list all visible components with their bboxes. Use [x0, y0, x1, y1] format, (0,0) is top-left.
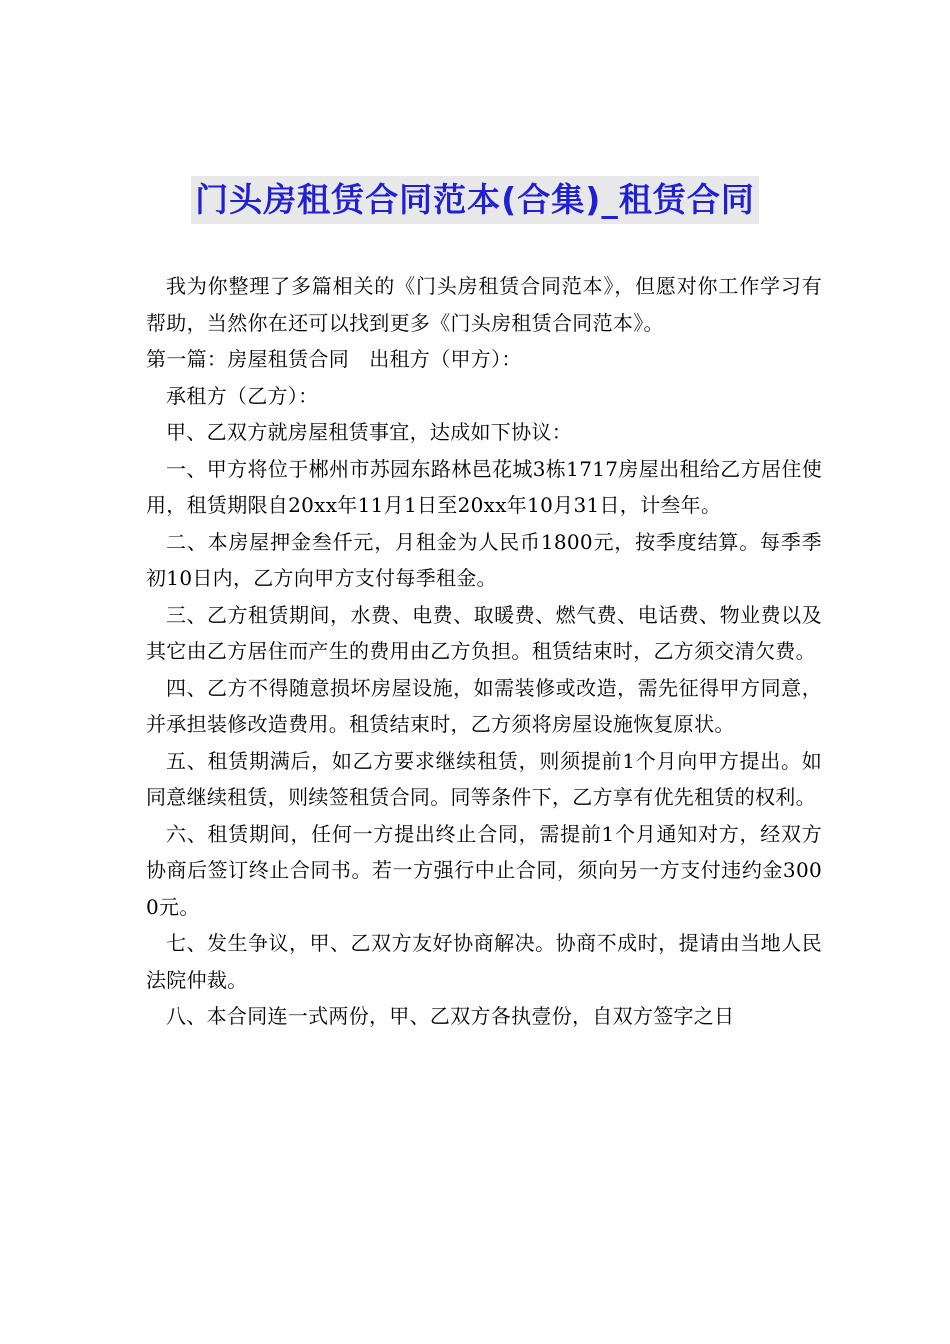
paragraph-lessee: 承租方（乙方）： [166, 383, 319, 408]
paragraph-section-heading: 第一篇：房屋租赁合同 出租方（甲方）： [146, 347, 522, 371]
title-container [0, 176, 950, 224]
paragraph-clause-4: 四、乙方不得随意损坏房屋设施，如需装修或改造，需先征得甲方同意，并承担装修改造费用。租赁结束时，乙方须将房屋设施恢复原状。 [146, 675, 822, 736]
paragraph-clause-3: 三、乙方租赁期间，水费、电费、取暖费、燃气费、电话费、物业费以及其它由乙方居住而产生的费用由乙方负担。租赁结束时，乙方须交清欠费。 [146, 602, 822, 663]
paragraph-clause-7: 七、发生争议，甲、乙双方友好协商解决。协商不成时，提请由当地人民法院仲裁。 [146, 931, 822, 992]
paragraph-clause-2: 二、本房屋押金叁仟元，月租金为人民币1800元，按季度结算。每季季初10日内，乙方向甲方支付每季租金。 [146, 529, 822, 590]
paragraph-clause-6: 六、租赁期间，任何一方提出终止合同，需提前1个月通知对方，经双方协商后签订终止合同书。若一方强行中止合同，须向另一方支付违约金3000元。 [146, 821, 822, 919]
paragraph-intro: 我为你整理了多篇相关的《门头房租赁合同范本》，但愿对你工作学习有帮助，当然你在还可以找到更多《门头房租赁合同范本》。 [146, 274, 822, 335]
paragraph-clause-5: 五、租赁期满后，如乙方要求继续租赁，则须提前1个月向甲方提出。如同意继续租赁，则续签租赁合同。同等条件下，乙方享有优先租赁的权利。 [146, 748, 822, 809]
document-title: 门头房租赁合同范本(合集)_租赁合同 [191, 176, 759, 224]
paragraph-clause-1: 一、甲方将位于郴州市苏园东路林邑花城3栋1717房屋出租给乙方居住使用，租赁期限自20xx年11月1日至20xx年10月31日，计叁年。 [146, 456, 822, 517]
paragraph-agreement: 甲、乙双方就房屋租赁事宜，达成如下协议： [166, 420, 572, 444]
document-body [146, 268, 822, 1035]
paragraph-clause-8: 八、本合同连一式两份，甲、乙双方各执壹份，自双方签字之日 [166, 1004, 735, 1028]
